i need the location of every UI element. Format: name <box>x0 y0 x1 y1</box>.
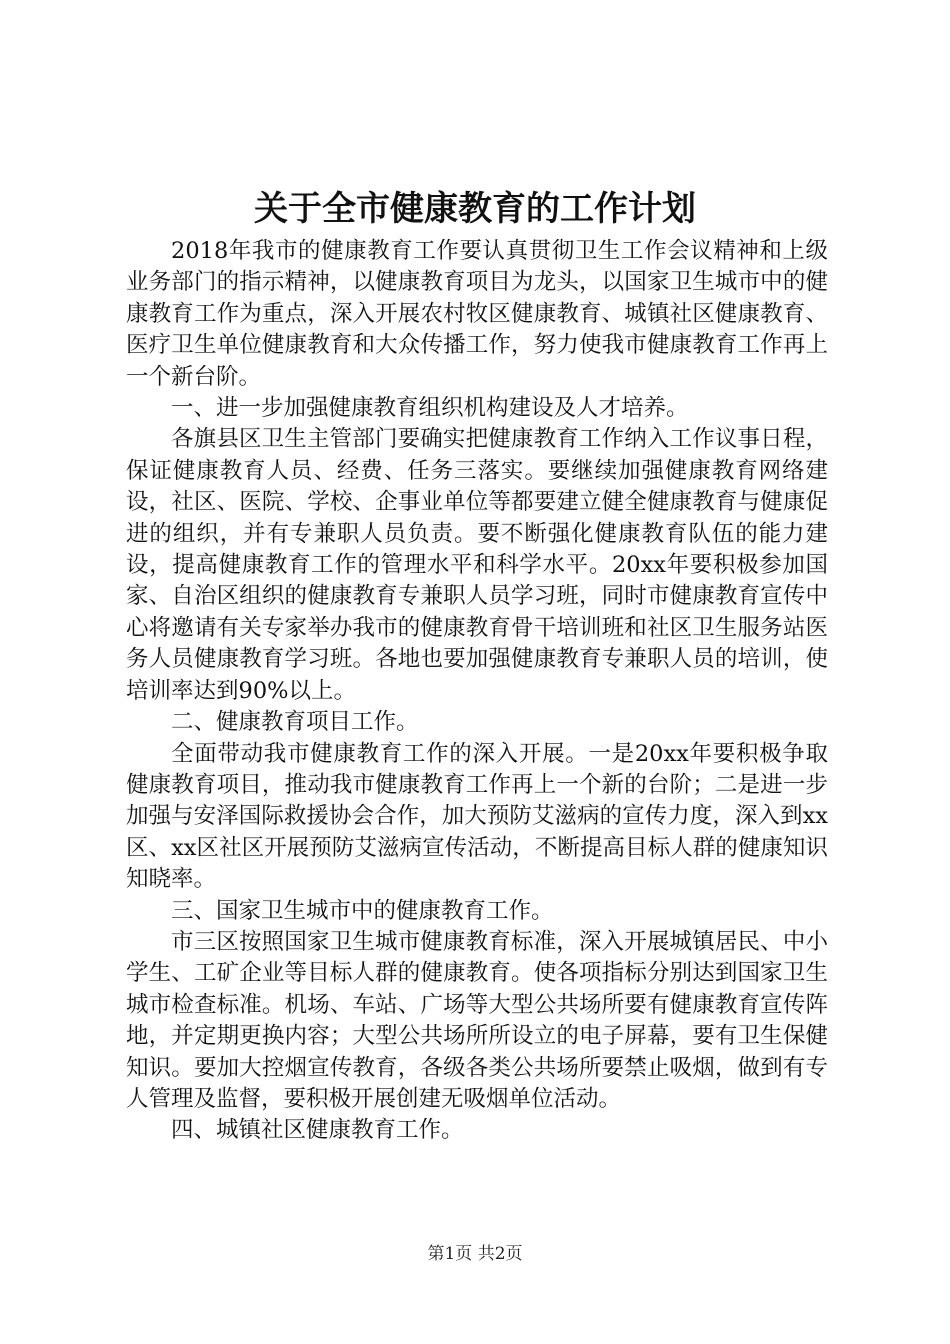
paragraph-section-3: 市三区按照国家卫生城市健康教育标准，深入开展城镇居民、中小学生、工矿企业等目标人群的健康教育。使各项指标分别达到国家卫生城市检查标准。机场、车站、广场等大型公共场所要有健康教育宣传阵地，并定期更换内容；大型公共场所所设立的电子屏幕，要有卫生保健知识。要加大控烟宣传教育，各级各类公共场所要禁止吸烟，做到有专人管理及监督，要积极开展创建无吸烟单位活动。 <box>126 928 828 1112</box>
section-heading-2: 二、健康教育项目工作。 <box>171 709 419 736</box>
document-body <box>126 236 828 1147</box>
page-number-footer: 第1页 共2页 <box>427 1244 523 1264</box>
paragraph-intro: 2018年我市的健康教育工作要认真贯彻卫生工作会议精神和上级业务部门的指示精神，以健康教育项目为龙头，以国家卫生城市中的健康教育工作为重点，深入开展农村牧区健康教育、城镇社区健康教育、医疗卫生单位健康教育和大众传播工作，努力使我市健康教育工作再上一个新台阶。 <box>126 238 828 390</box>
paragraph-section-1: 各旗县区卫生主管部门要确实把健康教育工作纳入工作议事日程，保证健康教育人员、经费、任务三落实。要继续加强健康教育网络建设，社区、医院、学校、企事业单位等都要建立健全健康教育与健康促进的组织，并有专兼职人员负责。要不断强化健康教育队伍的能力建设，提高健康教育工作的管理水平和科学水平。20xx年要积极参加国家、自治区组织的健康教育专兼职人员学习班，同时市健康教育宣传中心将邀请有关专家举办我市的健康教育骨干培训班和社区卫生服务站医务人员健康教育学习班。各地也要加强健康教育专兼职人员的培训，使培训率达到90%以上。 <box>126 426 828 704</box>
section-heading-3: 三、国家卫生城市中的健康教育工作。 <box>171 897 554 924</box>
paragraph-section-2: 全面带动我市健康教育工作的深入开展。一是20xx年要积极争取健康教育项目，推动我市健康教育工作再上一个新的台阶；二是进一步加强与安泽国际救援协会合作，加大预防艾滋病的宣传力度，深入到xx区、xx区社区开展预防艾滋病宣传活动，不断提高目标人群的健康知识知晓率。 <box>126 740 828 893</box>
document-title: 关于全市健康教育的工作计划 <box>254 189 696 229</box>
section-heading-1: 一、进一步加强健康教育组织机构建设及人才培养。 <box>171 395 689 422</box>
section-heading-4: 四、城镇社区健康教育工作。 <box>171 1117 464 1144</box>
